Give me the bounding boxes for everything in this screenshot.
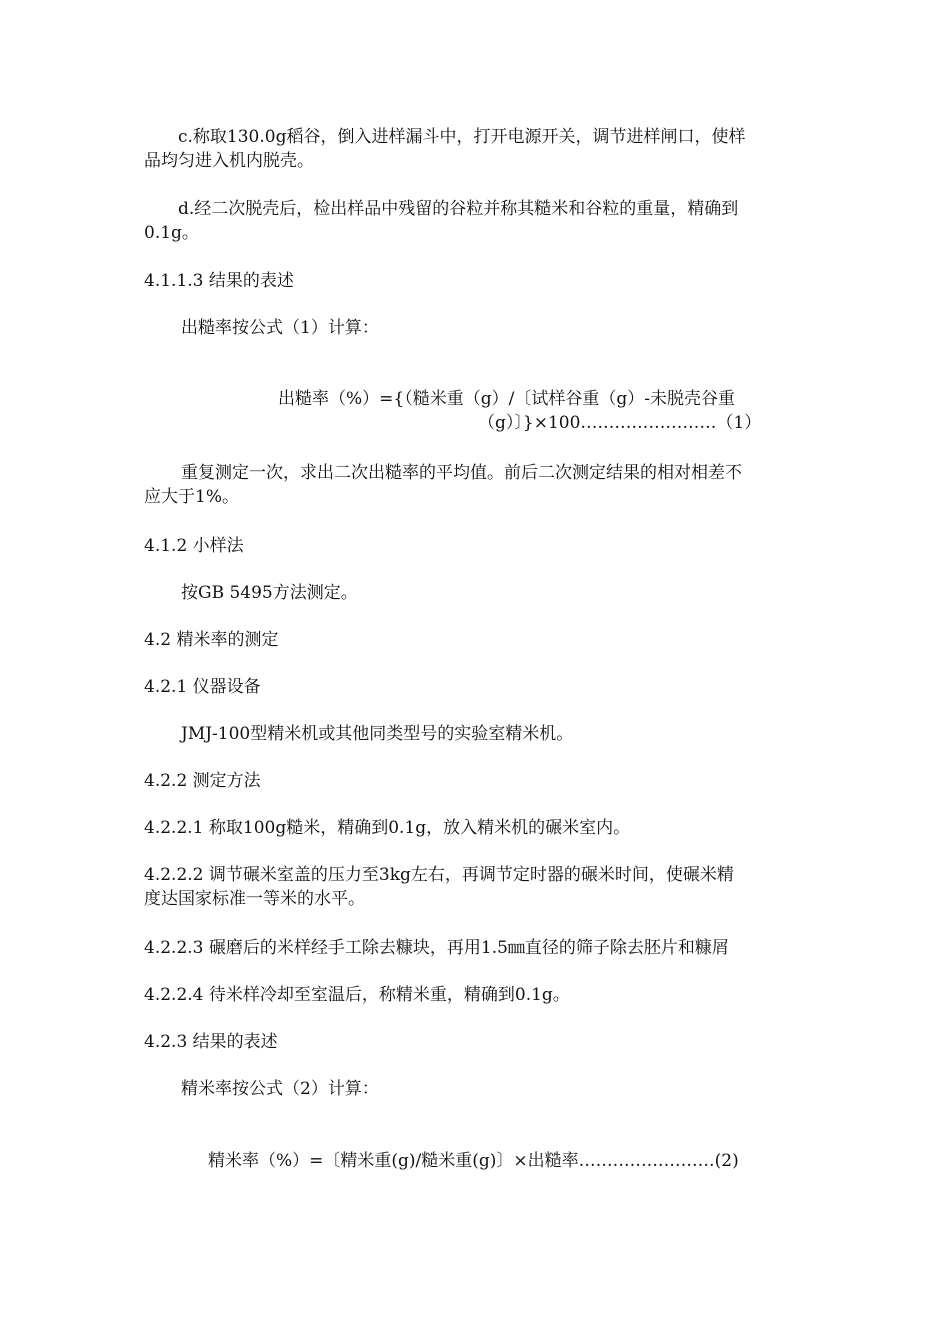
paragraph-repeat-line-1: 重复测定一次，求出二次出糙率的平均值。前后二次测定结果的相对相差不 (181, 463, 742, 483)
formula-1 (278, 387, 761, 435)
paragraph-d (144, 197, 809, 245)
formula-2: 精米率（%）=〔精米重(g)/糙米重(g)〕×出糙率……………………(2) (208, 1151, 739, 1171)
step-4222 (144, 863, 809, 911)
heading-422: 4.2.2 测定方法 (144, 771, 261, 791)
paragraph-repeat-line-2: 应大于1%。 (144, 487, 239, 507)
formula-1-line-2: （g）〕}×100……………………（1） (478, 413, 762, 433)
paragraph-repeat (144, 461, 809, 509)
step-4222-line-1: 4.2.2.2 调节碾米室盖的压力至3kg左右，再调节定时器的碾米时间，使碾米精 (144, 865, 734, 885)
paragraph-c-line-2: 品均匀进入机内脱壳。 (144, 151, 314, 171)
heading-421: 4.2.1 仪器设备 (144, 677, 261, 697)
heading-423: 4.2.3 结果的表述 (144, 1032, 278, 1052)
heading-4113: 4.1.1.3 结果的表述 (144, 271, 294, 291)
step-4222-line-2: 度达国家标准一等米的水平。 (144, 889, 365, 909)
calc2-intro: 精米率按公式（2）计算： (181, 1079, 379, 1099)
equipment: JMJ-100型精米机或其他同类型号的实验室精米机。 (181, 724, 574, 744)
paragraph-c-line-1: c.称取130.0g稻谷，倒入进样漏斗中，打开电源开关，调节进样闸口，使样 (178, 127, 746, 147)
heading-412: 4.1.2 小样法 (144, 536, 244, 556)
formula-1-line-1: 出糙率（%）={（糙米重（g）/〔试样谷重（g）-未脱壳谷重 (278, 389, 735, 409)
paragraph-c (144, 125, 809, 173)
paragraph-d-line-1: d.经二次脱壳后，检出样品中残留的谷粒并称其糙米和谷粒的重量，精确到 (178, 199, 739, 219)
step-4223: 4.2.2.3 碾磨后的米样经手工除去糠块，再用1.5㎜直径的筛子除去胚片和糠屑 (144, 938, 729, 958)
calc1-intro: 出糙率按公式（1）计算： (181, 318, 379, 338)
heading-42: 4.2 精米率的测定 (144, 630, 279, 650)
step-4221: 4.2.2.1 称取100g糙米，精确到0.1g，放入精米机的碾米室内。 (144, 818, 631, 838)
paragraph-d-line-2: 0.1g。 (144, 223, 199, 243)
step-4224: 4.2.2.4 待米样冷却至室温后，称精米重，精确到0.1g。 (144, 985, 570, 1005)
gb-method: 按GB 5495方法测定。 (181, 583, 358, 603)
